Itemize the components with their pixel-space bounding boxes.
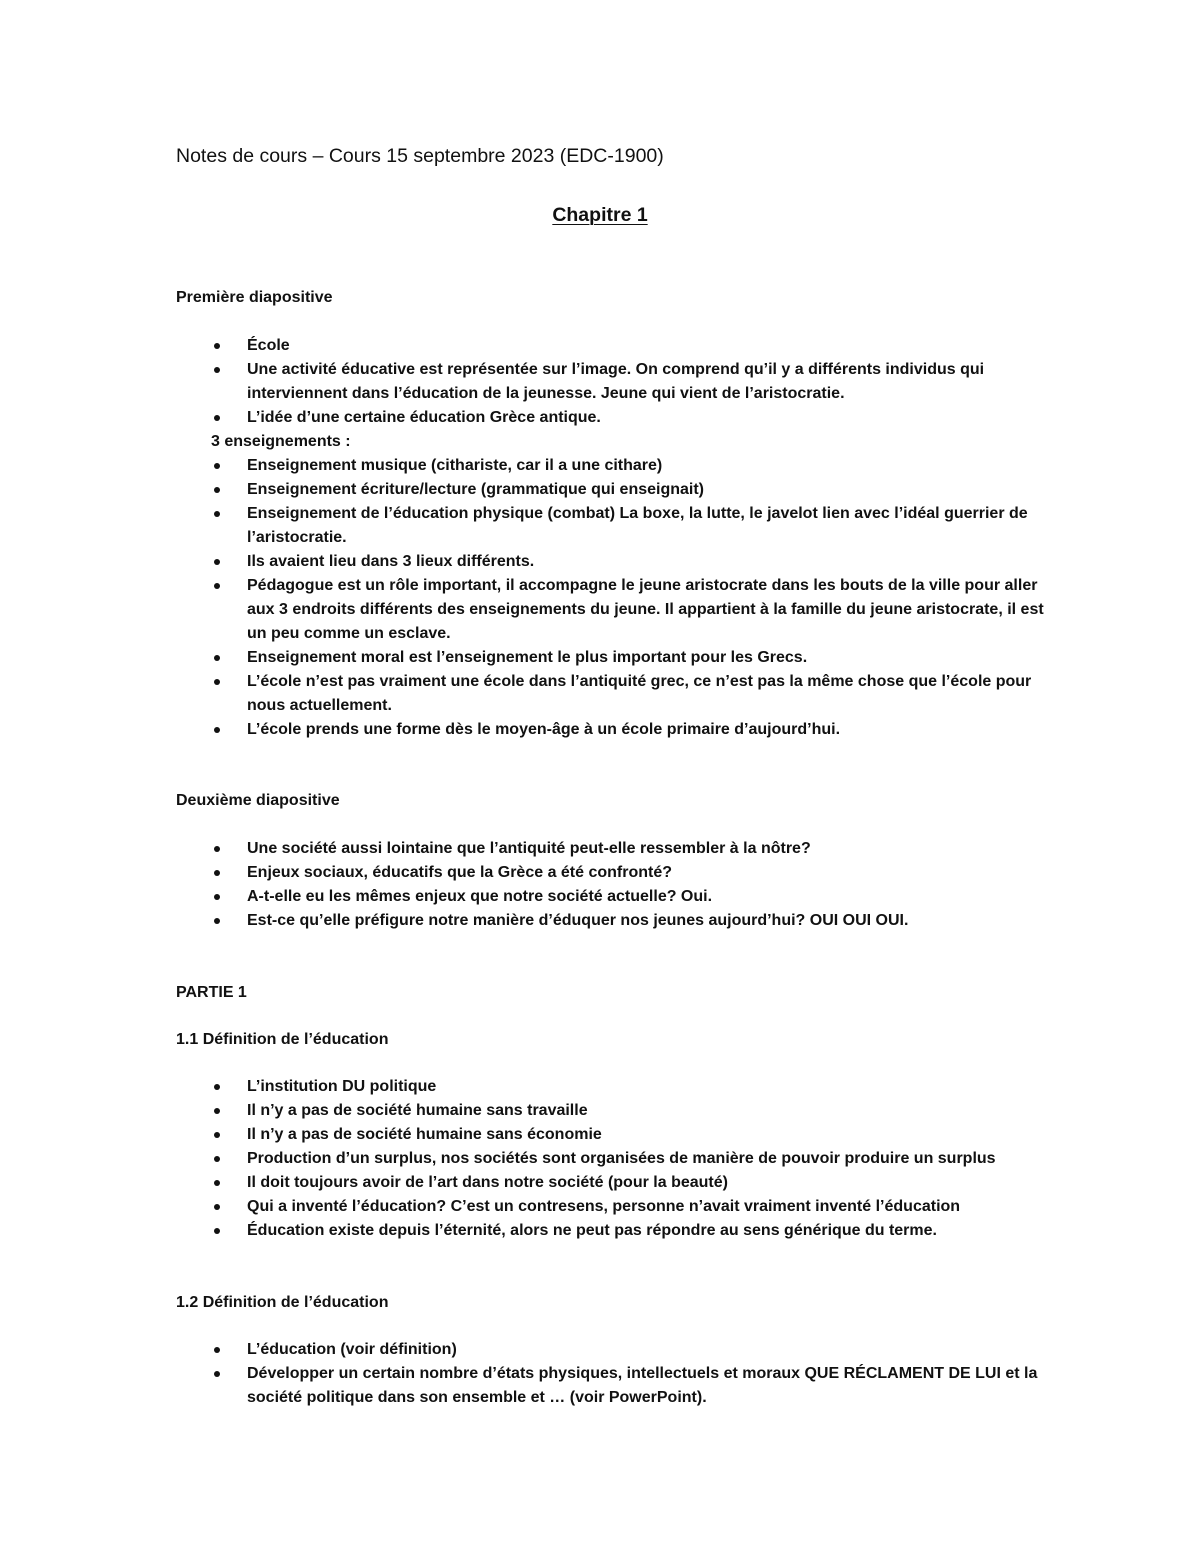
bullet-icon [214,1156,220,1162]
section4-bullets [176,1338,1056,1410]
list-item-text: Est-ce qu’elle préfigure notre manière d’éduquer nos jeunes aujourd’hui? OUI OUI OUI. [247,912,909,929]
list-item-text: Il n’y a pas de société humaine sans économie [247,1126,602,1143]
section-premiere-diapositive [176,286,1056,310]
bullet-icon [214,655,220,661]
list-item [176,1195,1056,1219]
bullet-icon [214,894,220,900]
list-item [176,1123,1056,1147]
list-item [176,1099,1056,1123]
bullet-icon [214,487,220,493]
list-item [176,1075,1056,1099]
list-item-text: École [247,337,290,354]
bullet-icon [214,1180,220,1186]
subheading-enseignements: 3 enseignements : [211,433,351,450]
list-item-text: Une activité éducative est représentée sur l’image. On comprend qu’il y a différents individus qui interviennent dans l’éducation de la jeunesse. Jeune qui vient de l’aristocratie. [247,361,985,402]
bullet-icon [214,1204,220,1210]
list-item-text: Enseignement moral est l’enseignement le plus important pour les Grecs. [247,649,808,666]
list-item-text: Enjeux sociaux, éducatifs que la Grèce a été confronté? [247,864,673,881]
list-item [176,358,1056,406]
list-item [176,885,1056,909]
bullet-icon [214,511,220,517]
list-item-text: Enseignement écriture/lecture (grammatique qui enseignait) [247,481,704,498]
list-item [176,406,1056,430]
list-item [176,478,1056,502]
list-item-text: Il n’y a pas de société humaine sans travaille [247,1102,588,1119]
list-item-text: Une société aussi lointaine que l’antiquité peut-elle ressembler à la nôtre? [247,840,811,857]
bullet-icon [214,1108,220,1114]
bullet-icon [214,367,220,373]
bullet-icon [214,583,220,589]
partie-1 [176,981,1056,1005]
list-item-text: Développer un certain nombre d’états physiques, intellectuels et moraux QUE RÉCLAMENT DE LUI et la société politique dans son ensemble et … (voir PowerPoint). [247,1365,1038,1406]
list-item-text: Enseignement musique (cithariste, car il a une cithare) [247,457,663,474]
section3-bullets [176,1075,1056,1243]
section2-bullets [176,837,1056,933]
list-item-text: Enseignement de l’éducation physique (combat) La boxe, la lutte, le javelot lien avec l’idéal guerrier de l’aristocratie. [247,505,1028,546]
list-item-text: Éducation existe depuis l’éternité, alors ne peut pas répondre au sens générique du terme. [247,1222,937,1239]
section4-list-container [176,1338,1056,1410]
list-item [176,1147,1056,1171]
bullet-icon [214,415,220,421]
list-item-text: A-t-elle eu les mêmes enjeux que notre société actuelle? Oui. [247,888,713,905]
list-item [176,670,1056,718]
list-item [176,574,1056,646]
list-item-text: Ils avaient lieu dans 3 lieux différents. [247,553,535,570]
list-item [176,1171,1056,1195]
list-item [176,334,1056,358]
list-item [176,550,1056,574]
section1-list-a-container [176,334,1056,742]
list-item-text: Qui a inventé l’éducation? C’est un contresens, personne n’avait vraiment inventé l’éducation [247,1198,961,1215]
list-item [176,454,1056,478]
bullet-icon [214,1228,220,1234]
list-item [176,718,1056,742]
bullet-icon [214,679,220,685]
section-1-2 [176,1291,1056,1315]
list-item-text: Production d’un surplus, nos sociétés sont organisées de manière de pouvoir produire un surplus [247,1150,996,1167]
section-deuxieme-diapositive [176,789,1056,813]
list-item [176,1219,1056,1243]
section-heading: Première diapositive [176,289,333,306]
bullet-icon [214,918,220,924]
chapter-title: Chapitre 1 [552,204,648,226]
list-item-text: L’institution DU politique [247,1078,437,1095]
section1-bullets-a [176,334,1056,430]
part-heading: PARTIE 1 [176,984,247,1001]
list-item [176,502,1056,550]
section3-list-container [176,1075,1056,1243]
list-item [176,1362,1056,1410]
section1-bullets-b [176,454,1056,742]
bullet-icon [214,870,220,876]
bullet-icon [214,559,220,565]
section-heading: 1.2 Définition de l’éducation [176,1294,389,1311]
list-item [176,1338,1056,1362]
bullet-icon [214,463,220,469]
list-item [176,861,1056,885]
document-title: Notes de cours – Cours 15 septembre 2023 (EDC-1900) [176,145,664,167]
bullet-icon [214,846,220,852]
bullet-icon [214,1084,220,1090]
list-item-text: L’idée d’une certaine éducation Grèce antique. [247,409,601,426]
list-item-text: L’école n’est pas vraiment une école dans l’antiquité grec, ce n’est pas la même chose que l’école pour nous actuellement. [247,673,1032,714]
list-item [176,646,1056,670]
bullet-icon [214,1347,220,1353]
list-item [176,909,1056,933]
list-item-text: Il doit toujours avoir de l’art dans notre société (pour la beauté) [247,1174,728,1191]
section-heading: 1.1 Définition de l’éducation [176,1031,389,1048]
list-item-text: Pédagogue est un rôle important, il accompagne le jeune aristocrate dans les bouts de la ville pour aller aux 3 endroits différents des enseignements du jeune. Il appartient à la famille du jeune aristocrate, il est un peu comme un esclave. [247,577,1044,642]
list-item-text: L’éducation (voir définition) [247,1341,457,1358]
bullet-icon [214,343,220,349]
bullet-icon [214,727,220,733]
bullet-icon [214,1132,220,1138]
section-heading: Deuxième diapositive [176,792,340,809]
section2-list-container [176,837,1056,933]
bullet-icon [214,1371,220,1377]
section-1-1 [176,1028,1056,1052]
list-item [176,837,1056,861]
list-item-text: L’école prends une forme dès le moyen-âge à un école primaire d’aujourd’hui. [247,721,841,738]
